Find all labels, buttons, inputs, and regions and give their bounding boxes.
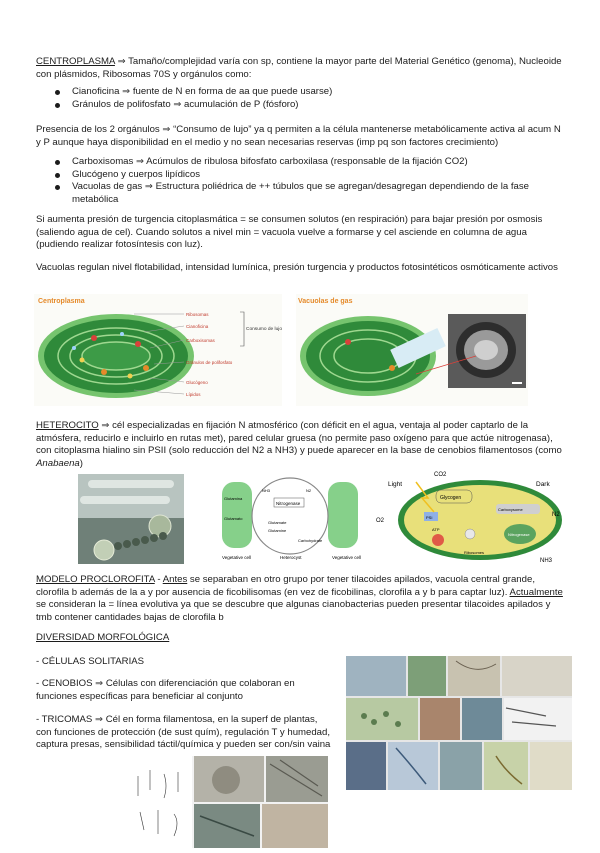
trichome-figure <box>130 756 328 848</box>
filament-illustration <box>78 474 184 564</box>
label-ribosomes: Ribosomes <box>464 550 485 555</box>
light-dark-diagram <box>376 468 572 566</box>
label-nitrogenase-2: Nitrogenase <box>508 532 530 537</box>
diagram-title: Centroplasma <box>38 298 85 305</box>
heterocyst-illustration <box>222 474 362 562</box>
centroplasma-text: ⇒ Tamaño/complejidad varía con sp, contiene la mayor parte del Material Genético (genoma), Nucleoide con plásmidos, Ribosomas 70S y orgánulos como: <box>36 56 562 80</box>
turgencia-paragraph: Si aumenta presión de turgencia citoplasmática = se consumen solutos (en respiración) para bajar presión por osmosis (saliendo agua de cel). Cuando solutos a nivel min = vacuola vuelve a formarse y cel asciende en columna de agua (pudiendo realizar fotosíntesis con luz). <box>36 214 543 251</box>
label-carbohydrate: Carbohydrate <box>298 538 323 543</box>
label-glutamate: Glutamate <box>268 520 287 525</box>
label-glycogen: Glycogen <box>440 495 462 501</box>
label-o2: O2 <box>376 518 385 524</box>
heterocyst-diagram <box>222 474 362 562</box>
diversidad-title: DIVERSIDAD MORFOLÓGICA <box>36 632 170 643</box>
label-nitrogenase: Nitrogenase <box>276 501 301 506</box>
label-heterocyst: Heterocyst <box>280 555 302 560</box>
micrograph-collage <box>346 656 572 790</box>
tricomas-paragraph: - TRICOMAS ⇒ Cél en forma filamentosa, en la superf de plantas, con funciones de protección (de sust quím), regulación T y humedad, captura presas, sensibilidad táctil/química y pueden ser con/sin vaina <box>36 714 331 751</box>
label-psi: PSI <box>426 515 433 520</box>
label-glucogeno: Glucógeno <box>186 380 208 385</box>
label-nh3: NH3 <box>262 488 271 493</box>
heterocito-paragraph: HETEROCITO ⇒ cél especializadas en fijación N atmosférico (con déficit en el agua, ventaja al poder captarlo de la atmósfera, reducirlo e incluirlo en rutas met), pared celular gruesa (no permite paso oxígeno para que actúe nitrogenasa), con citoplasma hialino sin PSII (solo reducción del N2 a NH3) y puede aparecer en la base de cenobios filamentosos (como Anabaena) <box>36 420 562 469</box>
vacuolas-paragraph: Vacuolas regulan nivel flotabilidad, intensidad lumínica, presión turgencia y productos fotosintéticos osmóticamente activos <box>36 262 558 273</box>
label-co2: CO2 <box>434 472 447 478</box>
list-item: Gránulos de polifosfato ⇒ acumulación de P (fósforo) <box>52 99 568 112</box>
label-n2-cell: N2 <box>552 512 560 518</box>
label-consumo-lujo: Consumo de lujo <box>246 327 282 332</box>
heterocito-text: ⇒ cél especializadas en fijación N atmosférico (con déficit en el agua, ventaja al poder captarlo de la atmósfera, reducirlo e incluirlo en rutas met), pared celular gruesa (no permite paso oxígeno para que actúe nitrogenasa), con citoplasma hialino sin PSII (solo reducción del N2 a NH3) y puede aparecer en la base de cenobios filamentosos (como <box>36 420 562 457</box>
label-light: Light <box>388 481 403 488</box>
label-vegetative-right: Vegetative cell <box>332 555 362 560</box>
label-lipidos: Lípidos <box>186 392 201 397</box>
label-cianoficina: Cianoficina <box>186 324 209 329</box>
label-glutamine: Glutamine <box>268 528 287 533</box>
antes-label: Antes <box>162 574 188 585</box>
label-vegetative: Vegetative cell <box>222 555 252 560</box>
label-nh3-cell: NH3 <box>540 558 553 564</box>
label-glutamina: Glutamina <box>224 496 243 501</box>
label-atp: ATP <box>432 527 440 532</box>
vacuolas-title: Vacuolas de gas <box>298 298 353 305</box>
collage-illustration <box>346 656 572 790</box>
centroplasma-diagram <box>34 294 282 406</box>
list-item: Carboxisomas ⇒ Acúmulos de ribulosa bifosfato carboxilasa (responsable de la fijación CO2) <box>52 156 568 169</box>
label-dark: Dark <box>536 481 550 488</box>
label-glutamato: Glutamato <box>224 516 243 521</box>
filament-photo <box>78 474 184 564</box>
anabaena-name: Anabaena <box>36 457 80 469</box>
proclorofita-title: MODELO PROCLOROFITA <box>36 574 155 585</box>
vacuolas-gas-figure <box>296 294 528 406</box>
heterocito-title: HETEROCITO <box>36 420 99 431</box>
centroplasma-list <box>52 86 568 111</box>
label-carboxisomas: Carboxisomas <box>186 338 215 343</box>
vacuolas-illustration <box>296 294 528 406</box>
label-polifosfato: Gránulos de polifosfato <box>186 360 233 365</box>
centroplasma-paragraph <box>36 56 568 81</box>
centroplasma-illustration <box>34 294 282 406</box>
label-carboxysome: Carboxysome <box>498 507 523 512</box>
centroplasma-title: CENTROPLASMA <box>36 56 115 67</box>
light-dark-illustration <box>376 468 572 566</box>
trichome-illustration <box>130 756 328 848</box>
celulas-solitarias: - CÉLULAS SOLITARIAS <box>36 656 145 667</box>
lujo-list <box>52 156 568 206</box>
list-item: Vacuolas de gas ⇒ Estructura poliédrica de ++ túbulos que se agregan/desagregan dependiendo de la fase metabólica <box>52 181 568 206</box>
label-n2: N2 <box>306 488 312 493</box>
label-ribosomas: Ribosomas <box>186 312 209 317</box>
proclorofita-paragraph: MODELO PROCLOROFITA - Antes se separaban en otro grupo por tener tilacoides apilados, vacuola central grande, clorofila b además de la a y por ausencia de ficobilisomas (en vez de ficobilinas, clorofila a y b para captar luz). Actualmente se consideran la = línea evolutiva ya que se descubre que algunas cianobacterias pueden presentar tilacoides apilados y tmb contener cantidades bajas de clorofila b <box>36 574 563 623</box>
actualmente-label: Actualmente <box>509 586 563 598</box>
lujo-paragraph: Presencia de los 2 orgánulos ⇒ “Consumo de lujo” ya q permiten a la célula mantenerse metabólicamente activa al acum N y P aunque haya disponibilidad en el medio y no sean necesarias reservas (imp pq son factores crecimiento) <box>36 124 561 148</box>
list-item: Cianoficina ⇒ fuente de N en forma de aa que puede usarse) <box>52 86 568 99</box>
cenobios-paragraph: - CENOBIOS ⇒ Células con diferenciación que colaboran en funciones específicas para beneficiar al conjunto <box>36 678 295 702</box>
list-item: Glucógeno y cuerpos lipídicos <box>52 169 568 182</box>
